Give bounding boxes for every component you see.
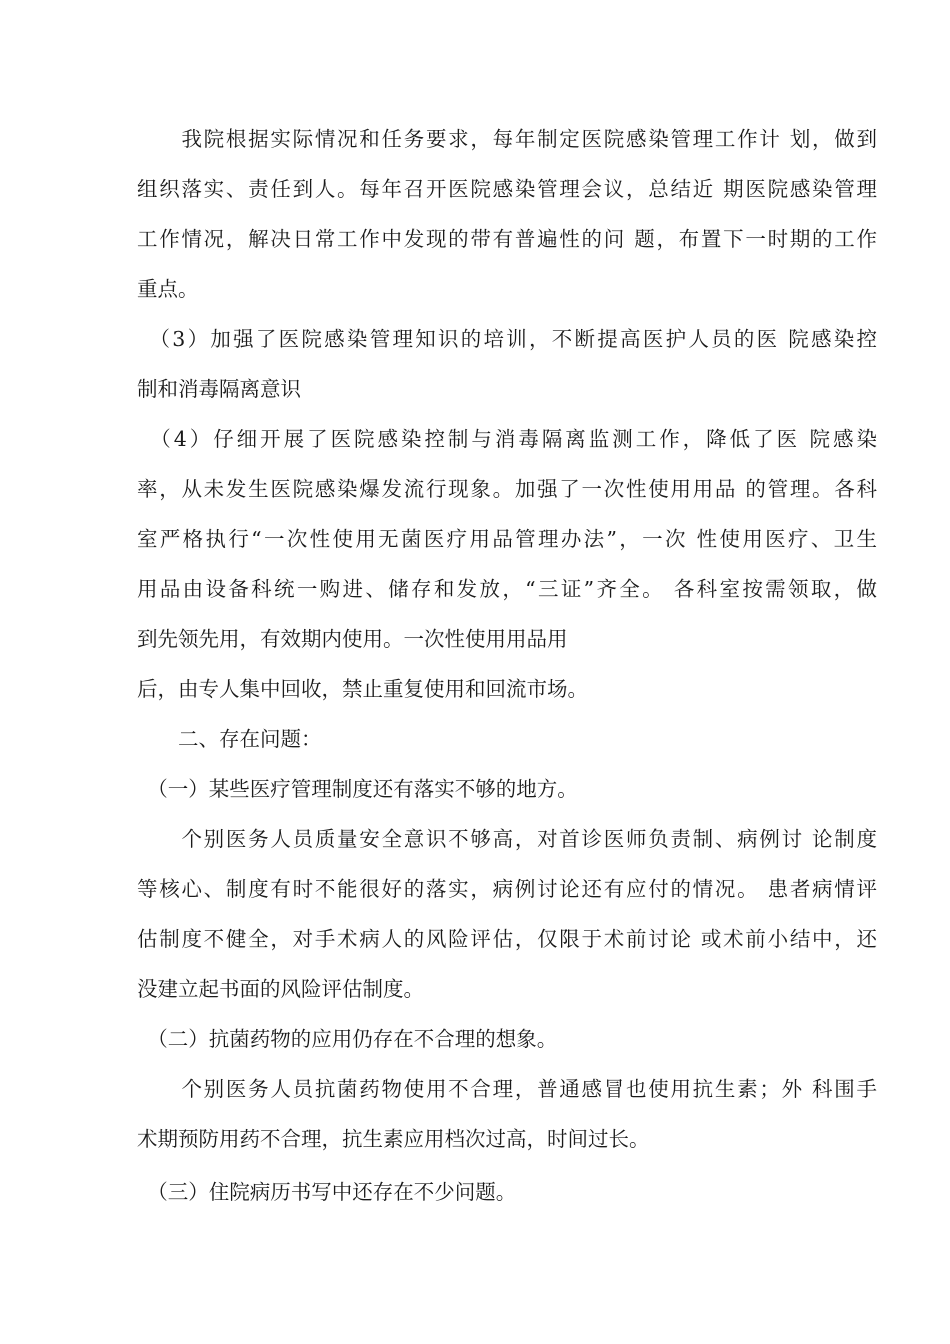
paragraph-infection-control [137, 414, 877, 714]
text-line: 重点。 [137, 277, 199, 301]
subheading-management-system: （一）某些医疗管理制度还有落实不够的地方。 [137, 777, 578, 801]
section-heading-problems: 二、存在问题： [137, 727, 322, 751]
text-line: 我院根据实际情况和任务要求，每年制定医院感染管理工作计 划，做到 [137, 127, 877, 151]
paragraph-quality-awareness [137, 814, 877, 1014]
text-line: （3）加强了医院感染管理知识的培训，不断提高医护人员的医 院感染控 [137, 327, 877, 351]
text-line: 工作情况，解决日常工作中发现的带有普遍性的问 题，布置下一时期的工作 [137, 227, 877, 251]
text-line: 没建立起书面的风险评估制度。 [137, 977, 424, 1001]
subheading-antibiotics: （二）抗菌药物的应用仍存在不合理的想象。 [137, 1027, 558, 1051]
text-line: 等核心、制度有时不能很好的落实，病例讨论还有应付的情况。 患者病情评 [137, 877, 877, 901]
text-line: 用品由设备科统一购进、储存和发放，“三证”齐全。 各科室按需领取，做 [137, 577, 877, 601]
text-line: 到先领先用，有效期内使用。一次性使用用品用 [137, 627, 568, 651]
text-line: 制和消毒隔离意识 [137, 377, 301, 401]
text-line: 个别医务人员质量安全意识不够高，对首诊医师负责制、病例讨 论制度 [137, 827, 877, 851]
text-line: 后，由专人集中回收，禁止重复使用和回流市场。 [137, 677, 588, 701]
paragraph-annual-plan [137, 114, 877, 314]
text-line: 室严格执行“一次性使用无菌医疗用品管理办法”，一次 性使用医疗、卫生 [137, 527, 877, 551]
paragraph-training [137, 314, 877, 414]
text-line: 估制度不健全，对手术病人的风险评估，仅限于术前讨论 或术前小结中，还 [137, 927, 877, 951]
paragraph-antibiotic-use [137, 1064, 877, 1164]
text-line: 术期预防用药不合理，抗生素应用档次过高，时间过长。 [137, 1127, 650, 1151]
text-line: （4）仔细开展了医院感染控制与消毒隔离监测工作，降低了医 院感染 [137, 427, 877, 451]
subheading-medical-records: （三）住院病历书写中还存在不少问题。 [137, 1180, 517, 1204]
text-line: 率，从未发生医院感染爆发流行现象。加强了一次性使用用品 的管理。各科 [137, 477, 877, 501]
text-line: 个别医务人员抗菌药物使用不合理，普通感冒也使用抗生素；外 科围手 [137, 1077, 877, 1101]
text-line: 组织落实、责任到人。每年召开医院感染管理会议，总结近 期医院感染管理 [137, 177, 877, 201]
